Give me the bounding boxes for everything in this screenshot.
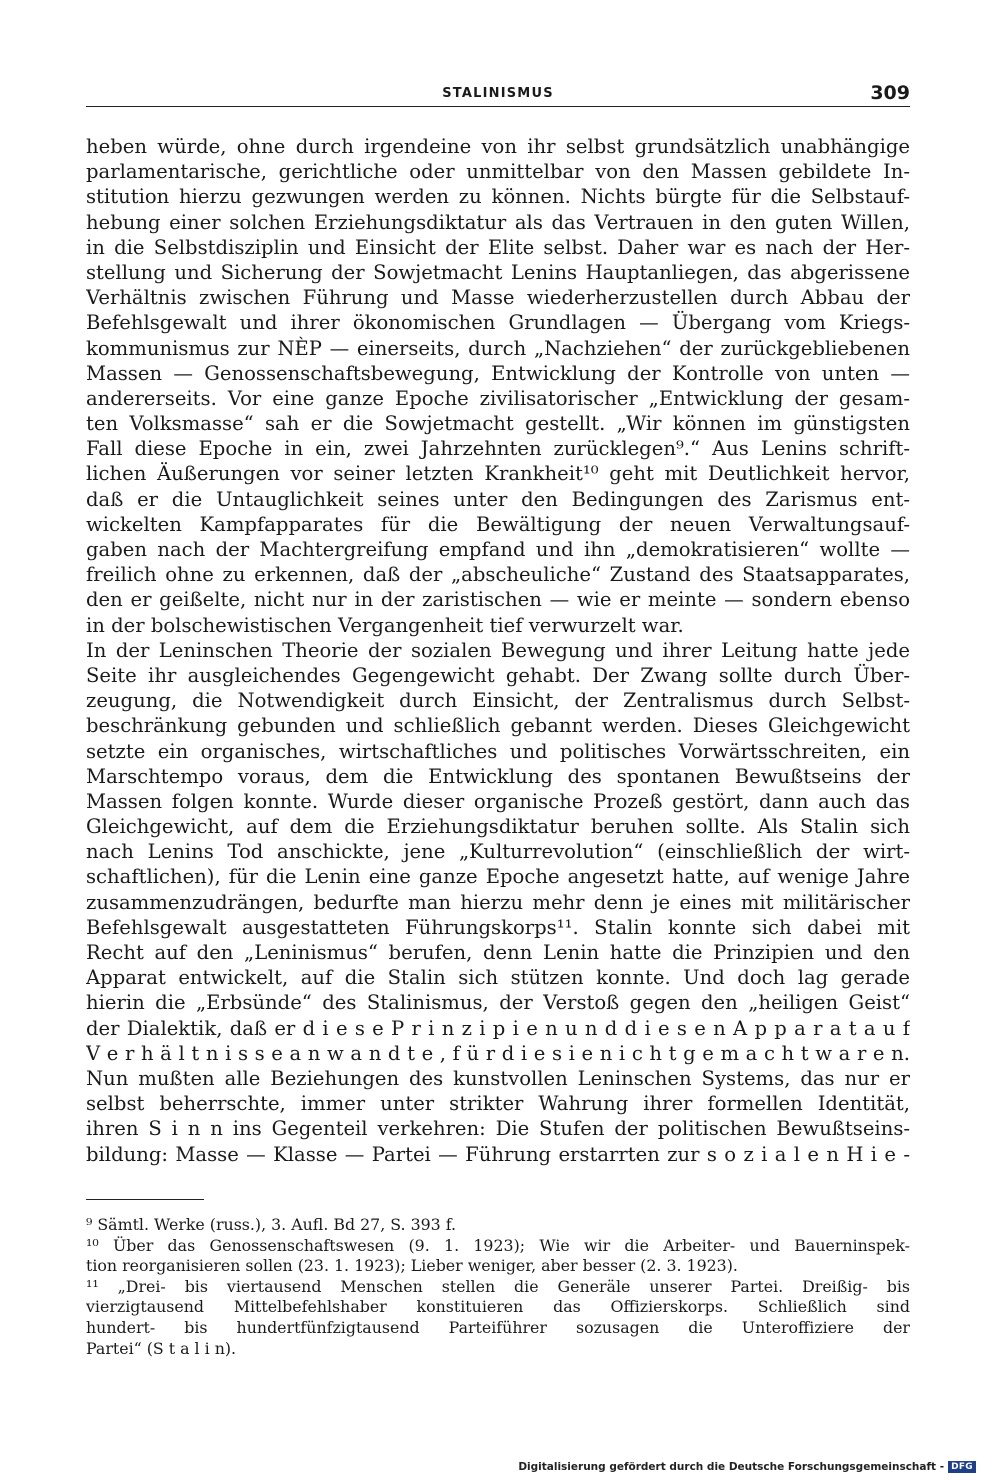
body-line: hebung einer solchen Erziehungsdiktatur als das Vertrauen in den guten Willen, xyxy=(86,210,910,234)
body-line: zusammenzudrängen, bedurfte man hierzu mehr denn je eines mit militärischer xyxy=(86,890,910,914)
body-line: Befehlsgewalt und ihrer ökonomischen Grundlagen — Übergang vom Kriegs- xyxy=(86,311,910,335)
body-line: ihren S i n n ins Gegenteil verkehren: Die Stufen der politischen Bewußtseins- xyxy=(86,1117,910,1141)
body-line: Recht auf den „Leninismus“ berufen, denn Lenin hatte die Prinzipien und den xyxy=(86,941,910,964)
body-line: stitution hierzu gezwungen werden zu können. Nichts bürgte für die Selbstauf- xyxy=(86,185,910,209)
body-line: In der Leninschen Theorie der sozialen Bewegung und ihrer Leitung hatte jede xyxy=(86,638,910,662)
body-line: heben würde, ohne durch irgendeine von ihr selbst grundsätzlich unabhängige xyxy=(86,135,910,158)
body-line: Massen — Genossenschaftsbewegung, Entwicklung der Kontrolle von unten — xyxy=(86,361,910,385)
credit-text: Digitalisierung gefördert durch die Deutsche Forschungsgemeinschaft - xyxy=(518,1461,945,1473)
body-line: den er geißelte, nicht nur in der zaristischen — wie er meinte — sondern ebenso xyxy=(86,588,910,612)
body-line: ten Volksmasse“ sah er die Sowjetmacht gestellt. „Wir können im günstigsten xyxy=(86,412,910,436)
body-line: Verhältnis zwischen Führung und Masse wiederherzustellen durch Abbau der xyxy=(86,286,910,310)
body-text xyxy=(86,134,910,1167)
body-line: V e r h ä l t n i s s e a n w a n d t e , f ü r d i e s i e n i c h t g e m a c h t w a r e n. xyxy=(86,1041,910,1065)
body-line: Gleichgewicht, auf dem die Erziehungsdiktatur beruhen sollte. Als Stalin sich xyxy=(86,815,910,839)
body-line: Massen folgen konnte. Wurde dieser organische Prozeß gestört, dann auch das xyxy=(86,789,910,813)
body-line: setzte ein organisches, wirtschaftliches und politisches Vorwärtsschreiten, ein xyxy=(86,739,910,763)
body-line: stellung und Sicherung der Sowjetmacht Lenins Hauptanliegen, das abgerissene xyxy=(86,260,910,284)
body-line: in die Selbstdisziplin und Einsicht der Elite selbst. Daher war es nach der Her- xyxy=(86,235,910,259)
body-line: zeugung, die Notwendigkeit durch Einsicht, der Zentralismus durch Selbst- xyxy=(86,689,910,713)
body-line: Apparat entwickelt, auf die Stalin sich stützen konnte. Und doch lag gerade xyxy=(86,966,910,990)
footnote-line: ¹¹ „Drei- bis viertausend Menschen stellen die Generäle unserer Partei. Dreißig- bis xyxy=(86,1276,910,1296)
footnote-line: tion reorganisieren sollen (23. 1. 1923); Lieber weniger, aber besser (2. 3. 1923). xyxy=(86,1256,738,1276)
body-line: freilich ohne zu erkennen, daß der „abscheuliche“ Zustand des Staatsapparates, xyxy=(86,563,910,587)
footnote-line: Partei“ (S t a l i n). xyxy=(86,1338,237,1358)
running-title: STALINISMUS xyxy=(442,86,554,101)
body-line: Fall diese Epoche in ein, zwei Jahrzehnten zurücklegen⁹.“ Aus Lenins schrift- xyxy=(86,437,910,461)
body-line: schaftlichen), für die Lenin eine ganze Epoche angesetzt hatte, auf wenige Jahre xyxy=(86,865,910,889)
running-header xyxy=(86,84,910,106)
body-line: hierin die „Erbsünde“ des Stalinismus, der Verstoß gegen den „heiligen Geist“ xyxy=(86,991,910,1015)
digitization-credit xyxy=(518,1461,976,1473)
body-line: Befehlsgewalt ausgestatteten Führungskorps¹¹. Stalin konnte sich dabei mit xyxy=(86,915,910,939)
body-line: daß er die Untauglichkeit seines unter den Bedingungen des Zarismus ent- xyxy=(86,487,910,511)
body-line: Nun mußten alle Beziehungen des kunstvollen Leninschen Systems, das nur er xyxy=(86,1066,910,1090)
footnotes xyxy=(86,1215,910,1359)
footnote-line: ⁹ Sämtl. Werke (russ.), 3. Aufl. Bd 27, S. 393 f. xyxy=(86,1215,457,1234)
dfg-logo: DFG xyxy=(948,1461,976,1473)
body-line: andererseits. Vor eine ganze Epoche zivilisatorischer „Entwicklung der gesam- xyxy=(86,386,910,410)
body-line: bildung: Masse — Klasse — Partei — Führung erstarrten zur s o z i a l e n H i e - xyxy=(86,1142,910,1166)
paragraph-end-line: in der bolschewistischen Vergangenheit tief verwurzelt war. xyxy=(86,613,684,637)
body-line: parlamentarische, gerichtliche oder unmittelbar von den Massen gebildete In- xyxy=(86,160,910,184)
footnote-line: vierzigtausend Mittelbefehlshaber konstituieren das Offizierskorps. Schließlich sind xyxy=(86,1297,910,1317)
body-line: der Dialektik, daß er d i e s e P r i n z i p i e n u n d d i e s e n A p p a r a t a u f xyxy=(86,1016,910,1040)
body-line: wickelten Kampfapparates für die Bewältigung der neuen Verwaltungsauf- xyxy=(86,512,910,536)
body-line: gaben nach der Machtergreifung empfand und ihn „demokratisieren“ wollte — xyxy=(86,538,910,561)
page-number: 309 xyxy=(870,82,910,104)
body-line: beschränkung gebunden und schließlich gebannt werden. Dieses Gleichgewicht xyxy=(86,714,910,738)
body-line: kommunismus zur NÈP — einerseits, durch „Nachziehen“ der zurückgebliebenen xyxy=(86,336,910,360)
body-line: lichen Äußerungen vor seiner letzten Krankheit¹⁰ geht mit Deutlichkeit hervor, xyxy=(86,462,910,486)
body-line: Marschtempo voraus, dem die Entwicklung des spontanen Bewußtseins der xyxy=(86,764,910,788)
footnote-line: ¹⁰ Über das Genossenschaftswesen (9. 1. 1923); Wie wir die Arbeiter- und Bauerninspek- xyxy=(86,1235,910,1255)
header-rule xyxy=(86,106,910,107)
footnote-rule xyxy=(86,1199,204,1200)
body-line: Seite ihr ausgleichendes Gegengewicht gehabt. Der Zwang sollte durch Über- xyxy=(86,663,910,687)
footnote-line: hundert- bis hundertfünfzigtausend Parteiführer sozusagen die Unteroffiziere der xyxy=(86,1317,910,1337)
body-line: selbst beherrschte, immer unter strikter Wahrung ihrer formellen Identität, xyxy=(86,1092,910,1116)
body-line: nach Lenins Tod anschickte, jene „Kulturrevolution“ (einschließlich der wirt- xyxy=(86,840,910,864)
